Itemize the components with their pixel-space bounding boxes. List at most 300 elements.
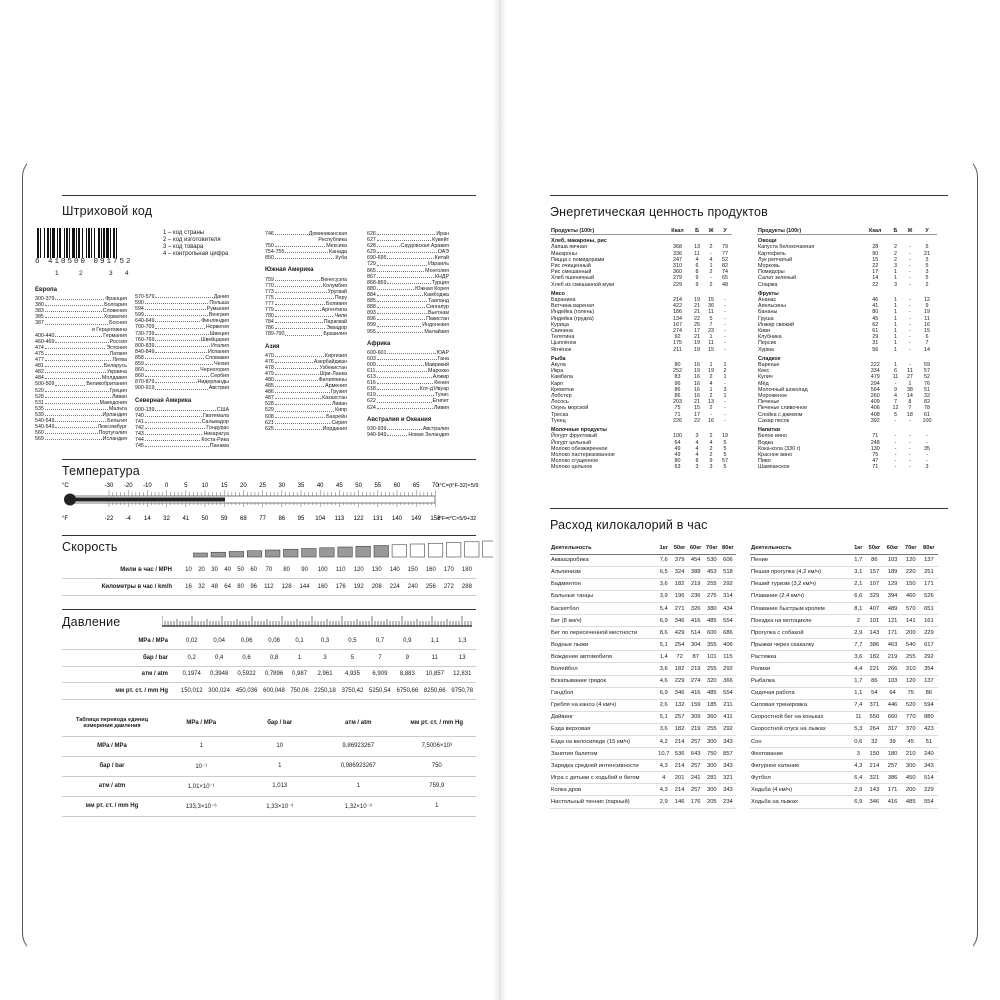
table-cell: 4 xyxy=(709,439,713,446)
table-row xyxy=(750,590,938,602)
table-cell: 0,4 xyxy=(205,650,232,667)
leader-dots xyxy=(55,333,102,337)
table-cell: 5 xyxy=(723,464,727,471)
table-cell: - xyxy=(909,340,911,347)
country-code: 786 xyxy=(265,325,274,332)
leader-dots xyxy=(376,368,427,372)
table-cell: 264 xyxy=(865,723,883,735)
table-cell: 20 xyxy=(195,562,208,579)
table-row xyxy=(750,736,938,748)
table-cell: 101 xyxy=(865,615,883,627)
country-code: 770 xyxy=(265,282,274,289)
leader-dots xyxy=(387,255,433,259)
table-cell: 1,32×10⁻³ xyxy=(319,796,398,816)
table-cell: Варенье xyxy=(758,362,780,369)
celsius-tick: 35 xyxy=(297,483,305,489)
table-row xyxy=(550,554,736,566)
table-row xyxy=(750,796,938,808)
table-cell: 5 xyxy=(709,315,713,322)
country-name: Иордания xyxy=(322,425,347,432)
barcode-legend xyxy=(163,230,263,258)
country-code: 750 xyxy=(265,243,274,250)
table-cell: - xyxy=(909,464,911,471)
table-cell: 346 xyxy=(672,615,688,627)
table-cell: 409 xyxy=(870,399,880,406)
table-cell: 310 xyxy=(902,663,920,675)
table-cell: 600,048 xyxy=(260,683,287,700)
table-cell: 25 xyxy=(694,321,701,328)
country-name: Словения xyxy=(102,308,127,315)
table-cell: 51 xyxy=(920,736,938,748)
table-cell: - xyxy=(926,433,928,440)
leader-dots xyxy=(55,296,104,300)
speed-bar xyxy=(483,541,493,557)
leader-dots xyxy=(55,339,108,343)
table-row xyxy=(550,651,736,663)
table-cell: 16 xyxy=(694,362,701,369)
table-cell: 0,3948 xyxy=(205,666,232,683)
table-cell: 309 xyxy=(688,711,704,723)
table-cell: 9 xyxy=(893,386,897,393)
country-row xyxy=(367,405,449,411)
table-cell: Киви xyxy=(758,328,771,335)
kcal-table-right xyxy=(750,542,938,809)
table-cell: 14 xyxy=(906,393,913,400)
table-cell: 5,3 xyxy=(851,723,865,735)
table-cell: 170 xyxy=(440,562,458,579)
table-cell: 6,6 xyxy=(851,590,865,602)
table-cell: - xyxy=(724,346,726,353)
table-cell: 92 xyxy=(674,334,681,341)
table-cell: 5 xyxy=(925,263,929,270)
table-cell: 226 xyxy=(672,417,682,424)
country-name: ОАЭ xyxy=(437,249,449,256)
header-cell: Продукты (100г) xyxy=(757,228,862,235)
table-cell: 514 xyxy=(920,772,938,784)
country-name: Армения xyxy=(325,383,347,390)
table-cell: 479 xyxy=(870,374,880,381)
header-cell: Ккал xyxy=(665,228,690,235)
table-cell: 281 xyxy=(704,772,720,784)
country-name: Сингапур xyxy=(426,304,449,311)
table-cell: 4 xyxy=(695,256,699,263)
table-cell: Молочный шоколад xyxy=(758,386,808,393)
table-cell: 214 xyxy=(672,736,688,748)
leader-dots xyxy=(275,407,334,411)
celsius-tick: 20 xyxy=(240,483,247,489)
table-cell: 0,5922 xyxy=(233,666,260,683)
celsius-label: °C xyxy=(62,483,69,489)
table-cell: Баранина xyxy=(551,297,576,304)
country-code: 940-949 xyxy=(367,431,387,438)
barcode-bar xyxy=(57,228,58,258)
table-cell: 2250,18 xyxy=(311,683,338,700)
table-cell: 2 xyxy=(709,269,713,276)
table-cell: 12 xyxy=(924,297,931,304)
barcode-bar xyxy=(86,228,87,258)
legend-item: 4 – контрольная цифра xyxy=(163,251,229,257)
barcode-bar xyxy=(91,228,92,258)
country-row xyxy=(265,255,347,261)
table-cell: 7 xyxy=(893,399,897,406)
header-cell: Ккал xyxy=(862,228,888,235)
table-row xyxy=(550,566,736,578)
table-row xyxy=(550,590,736,602)
table-cell: 219 xyxy=(883,651,901,663)
table-cell: 32 xyxy=(865,736,883,748)
header-cell: атм / atm xyxy=(319,710,398,736)
table-cell: 1 xyxy=(709,263,713,270)
country-name: Чили xyxy=(334,313,347,320)
country-name: Сирия xyxy=(331,419,347,426)
table-row xyxy=(550,760,736,772)
table-cell: Ходьба (4 км/ч) xyxy=(750,784,851,796)
table-cell: Инжир свежий xyxy=(758,321,795,328)
table-cell: - xyxy=(724,328,726,335)
country-name: Камбоджа xyxy=(423,291,449,298)
table-cell: 2,6 xyxy=(656,699,672,711)
table-cell: 526 xyxy=(920,590,938,602)
leader-dots xyxy=(377,398,432,402)
table-cell: 200 xyxy=(902,627,920,639)
table-cell: 219 xyxy=(688,578,704,590)
celsius-tick: 55 xyxy=(374,483,382,489)
leader-dots xyxy=(275,313,334,317)
country-code: 789-790 xyxy=(265,331,285,338)
table-row xyxy=(62,562,476,579)
table-cell: Лук репчатый xyxy=(758,256,793,263)
country-code: 387 xyxy=(35,320,44,327)
table-cell: 120 xyxy=(902,554,920,566)
country-col-3 xyxy=(265,231,347,432)
table-cell: 5 xyxy=(723,445,727,452)
table-cell: 62 xyxy=(872,321,879,328)
leader-dots xyxy=(387,280,430,284)
leader-dots xyxy=(275,231,308,235)
table-cell: 214 xyxy=(672,760,688,772)
table-cell: 2 xyxy=(709,393,713,400)
table-cell: 107 xyxy=(865,578,883,590)
table-cell: Молоко обезжиренное xyxy=(551,445,608,452)
leader-dots xyxy=(377,322,421,326)
pressure-title: Давление xyxy=(62,615,121,629)
table-cell: 16 xyxy=(694,386,701,393)
country-code: 570-579 xyxy=(135,294,155,300)
country-code: 400-440 xyxy=(35,332,55,339)
pressure-table xyxy=(62,633,476,700)
header-cell: 60кг xyxy=(883,542,901,554)
country-code: 860 xyxy=(135,373,144,380)
table-cell: 229 xyxy=(672,675,688,687)
table-cell: 2,9 xyxy=(851,627,865,639)
table-cell: 686 xyxy=(720,627,736,639)
table-cell: 157 xyxy=(865,566,883,578)
table-cell: 255 xyxy=(704,578,720,590)
header-cell: Б xyxy=(690,228,704,235)
table-cell: Рис очищенный xyxy=(551,263,591,270)
country-code: 779 xyxy=(265,307,274,314)
table-row xyxy=(750,748,938,760)
table-cell: 2 xyxy=(723,368,727,375)
group-row xyxy=(757,235,937,245)
country-name: Финляндия xyxy=(201,318,229,325)
table-cell: 1 xyxy=(893,309,897,316)
table-cell: Вскапывание грядок xyxy=(550,675,656,687)
barcode-bar xyxy=(88,228,90,258)
table-cell: 1 xyxy=(908,380,912,387)
table-cell: - xyxy=(894,464,897,471)
leader-dots xyxy=(45,400,99,404)
table-row xyxy=(750,566,938,578)
fahrenheit-label: °F xyxy=(62,516,69,522)
table-cell: 19 xyxy=(694,346,701,353)
leader-dots xyxy=(275,307,321,311)
table-cell: 3,6 xyxy=(656,578,672,590)
table-cell: 141 xyxy=(902,615,920,627)
table-cell: 71 xyxy=(872,464,879,471)
country-name: Республика xyxy=(318,237,347,244)
energy-table-right xyxy=(757,228,937,471)
table-cell: 10,857 xyxy=(421,666,448,683)
country-code: 777 xyxy=(265,300,274,307)
table-cell: Пицца с помидорами xyxy=(551,256,605,263)
table-cell: 3 xyxy=(893,263,897,270)
table-cell: 130 xyxy=(870,445,880,452)
table-cell: 100 xyxy=(672,433,682,440)
leader-dots xyxy=(145,437,201,441)
table-cell: 3 xyxy=(925,464,929,471)
table-cell: 2 xyxy=(709,433,713,440)
table-cell: 485 xyxy=(704,615,720,627)
country-name: Гватемала xyxy=(202,412,229,419)
country-name: Филиппины xyxy=(318,376,347,383)
table-cell: - xyxy=(909,458,911,465)
country-name: КНДР xyxy=(434,273,449,280)
table-cell: 360 xyxy=(672,269,682,276)
table-cell: Окунь морской xyxy=(551,405,589,412)
table-cell: 2 xyxy=(893,244,897,251)
country-code: 500-509 xyxy=(35,381,55,388)
leader-dots xyxy=(275,301,325,305)
country-code: 930-939 xyxy=(367,425,387,432)
country-code: 528 xyxy=(35,393,44,400)
country-name: Гондурас xyxy=(206,424,229,431)
country-code: 380 xyxy=(35,302,44,309)
table-cell: 96 xyxy=(247,579,260,596)
table-row xyxy=(750,723,938,735)
table-row xyxy=(750,711,938,723)
table-row xyxy=(550,748,736,760)
country-code: 629 xyxy=(367,249,376,256)
table-cell: 7,4 xyxy=(851,699,865,711)
table-cell: - xyxy=(894,433,897,440)
table-cell: 3 xyxy=(925,256,929,263)
table-cell: 49 xyxy=(674,451,681,458)
country-code: 486 xyxy=(265,389,274,396)
country-name: Китай xyxy=(434,255,449,262)
table-cell: 1 xyxy=(398,796,477,816)
fahrenheit-tick: 50 xyxy=(201,516,209,522)
table-cell: 279 xyxy=(672,275,682,282)
table-cell: 80 xyxy=(234,579,247,596)
table-cell: 2,9 xyxy=(851,784,865,796)
fahrenheit-tick: -22 xyxy=(104,516,114,522)
table-cell: Пение xyxy=(750,554,851,566)
table-cell: 3,6 xyxy=(851,651,865,663)
country-code: 858 xyxy=(135,354,144,361)
table-cell: 857 xyxy=(720,748,736,760)
country-code: 529 xyxy=(265,407,274,414)
leader-dots xyxy=(45,369,106,373)
country-name: Португалия xyxy=(98,430,127,437)
table-cell: Курица xyxy=(551,321,569,328)
table-cell: 4 xyxy=(695,451,699,458)
row-label: MPa / MPa xyxy=(62,633,178,650)
table-cell: 64 xyxy=(883,687,901,699)
table-cell: 171 xyxy=(883,784,901,796)
table-cell: - xyxy=(909,433,911,440)
country-name: Уругвай xyxy=(327,288,347,295)
country-name: ЮАР xyxy=(436,349,449,356)
thermometer xyxy=(62,478,487,526)
table-row xyxy=(550,639,736,651)
celsius-tick: 45 xyxy=(336,483,343,489)
thermometer-bulb xyxy=(64,494,76,506)
table-cell: 4 xyxy=(695,439,699,446)
table-row xyxy=(750,760,938,772)
right-page xyxy=(497,0,973,1000)
speed-bar xyxy=(265,550,280,557)
table-cell: 12,831 xyxy=(449,666,477,683)
table-cell: 120 xyxy=(350,562,368,579)
table-cell: 275 xyxy=(704,590,720,602)
table-cell: 336 xyxy=(672,250,682,257)
table-cell: 17 xyxy=(694,328,701,335)
table-cell: 750,06 xyxy=(288,683,312,700)
table-cell: 6750,66 xyxy=(394,683,421,700)
table-cell: 300,024 xyxy=(205,683,232,700)
table-cell: 75 xyxy=(902,687,920,699)
country-name: Молдавия xyxy=(101,375,127,382)
table-cell: 161 xyxy=(920,615,938,627)
table-cell: 255 xyxy=(902,651,920,663)
table-cell: 0,987 xyxy=(288,666,312,683)
country-name: Польша xyxy=(209,300,229,307)
table-cell: Рыбалка xyxy=(750,675,851,687)
speed-bar xyxy=(229,552,244,558)
temperature-title: Температура xyxy=(62,464,140,478)
table-row xyxy=(550,627,736,639)
table-cell: 770 xyxy=(902,711,920,723)
table-cell: 2 xyxy=(893,250,897,257)
country-code: 730-739 xyxy=(135,330,155,337)
table-cell: Игра с детьми с ходьбой и бегом xyxy=(550,772,656,784)
barcode-bar xyxy=(50,228,51,258)
table-cell: Треска xyxy=(551,411,569,418)
country-name: Исландия xyxy=(102,436,127,443)
leader-dots xyxy=(45,320,108,324)
table-cell: Пиво xyxy=(758,458,771,465)
table-cell: 219 xyxy=(688,723,704,735)
leader-dots xyxy=(275,377,318,381)
table-cell: 210 xyxy=(902,748,920,760)
leader-dots xyxy=(387,350,435,354)
fahrenheit-tick: 104 xyxy=(315,516,326,522)
country-code: 479 xyxy=(265,370,274,377)
barcode-bar xyxy=(101,228,102,258)
table-cell: 186 xyxy=(672,309,682,316)
table-cell: 219 xyxy=(688,663,704,675)
section-rule xyxy=(550,508,948,509)
table-cell: 4 xyxy=(893,393,897,400)
table-cell: Плавание быстрым кролем xyxy=(750,602,851,614)
table-cell: Креветки xyxy=(551,386,574,393)
header-cell: мм рт. ст. / mm Hg xyxy=(398,710,477,736)
table-cell: Растяжка xyxy=(750,651,851,663)
leader-dots xyxy=(377,386,419,390)
table-cell: 71 xyxy=(872,433,879,440)
table-cell: 32 xyxy=(924,393,931,400)
table-cell: 1 xyxy=(162,736,241,756)
table-cell: Молоко пастеризованное xyxy=(551,451,615,458)
table-cell: - xyxy=(710,275,712,282)
pressure-ruler xyxy=(162,615,474,629)
barcode-bar xyxy=(59,228,61,258)
fahrenheit-tick: -4 xyxy=(125,516,131,522)
table-cell: 23 xyxy=(708,328,714,335)
table-cell: 59 xyxy=(924,362,931,369)
table-cell: Ягнёнок xyxy=(551,346,572,353)
country-code: 560 xyxy=(35,430,44,437)
table-cell: 1 xyxy=(709,362,713,369)
table-cell: Зарядка средней интенсивности xyxy=(550,760,656,772)
table-cell: Салат зеленый xyxy=(758,275,797,282)
table-cell: 314 xyxy=(720,590,736,602)
table-cell: 388 xyxy=(688,566,704,578)
leader-dots xyxy=(275,383,324,387)
country-name: Азербайджан xyxy=(313,358,347,365)
speed-bar xyxy=(428,543,443,557)
table-cell: 205 xyxy=(704,796,720,808)
table-cell: 56 xyxy=(872,346,879,353)
country-name: Перу xyxy=(334,294,347,301)
table-cell: 46 xyxy=(872,297,879,304)
country-name: Панама xyxy=(209,443,229,450)
table-cell: 150 xyxy=(865,748,883,760)
country-name: Австралия xyxy=(422,425,449,432)
country-code: 640-649 xyxy=(135,318,155,325)
country-code: 475 xyxy=(35,350,44,357)
table-cell: 90 xyxy=(296,562,314,579)
table-cell: 1 xyxy=(241,756,320,776)
leader-dots xyxy=(45,345,106,349)
country-name: Болгария xyxy=(104,302,127,309)
table-cell: Фехтование xyxy=(750,748,851,760)
table-cell: 450 xyxy=(902,772,920,784)
table-cell: 272 xyxy=(440,579,458,596)
table-header-row xyxy=(757,228,937,235)
table-cell: 236 xyxy=(688,590,704,602)
table-cell: 71 xyxy=(674,411,681,418)
table-cell: 1 xyxy=(723,374,727,381)
celsius-tick: -20 xyxy=(123,483,133,489)
table-cell: 7 xyxy=(709,321,713,328)
fahrenheit-formula: t°F=t°C×5/9+32 xyxy=(438,516,477,522)
table-row xyxy=(550,464,732,470)
table-row xyxy=(757,464,937,470)
barcode-bar xyxy=(116,228,117,258)
table-cell: 1 xyxy=(893,340,897,347)
